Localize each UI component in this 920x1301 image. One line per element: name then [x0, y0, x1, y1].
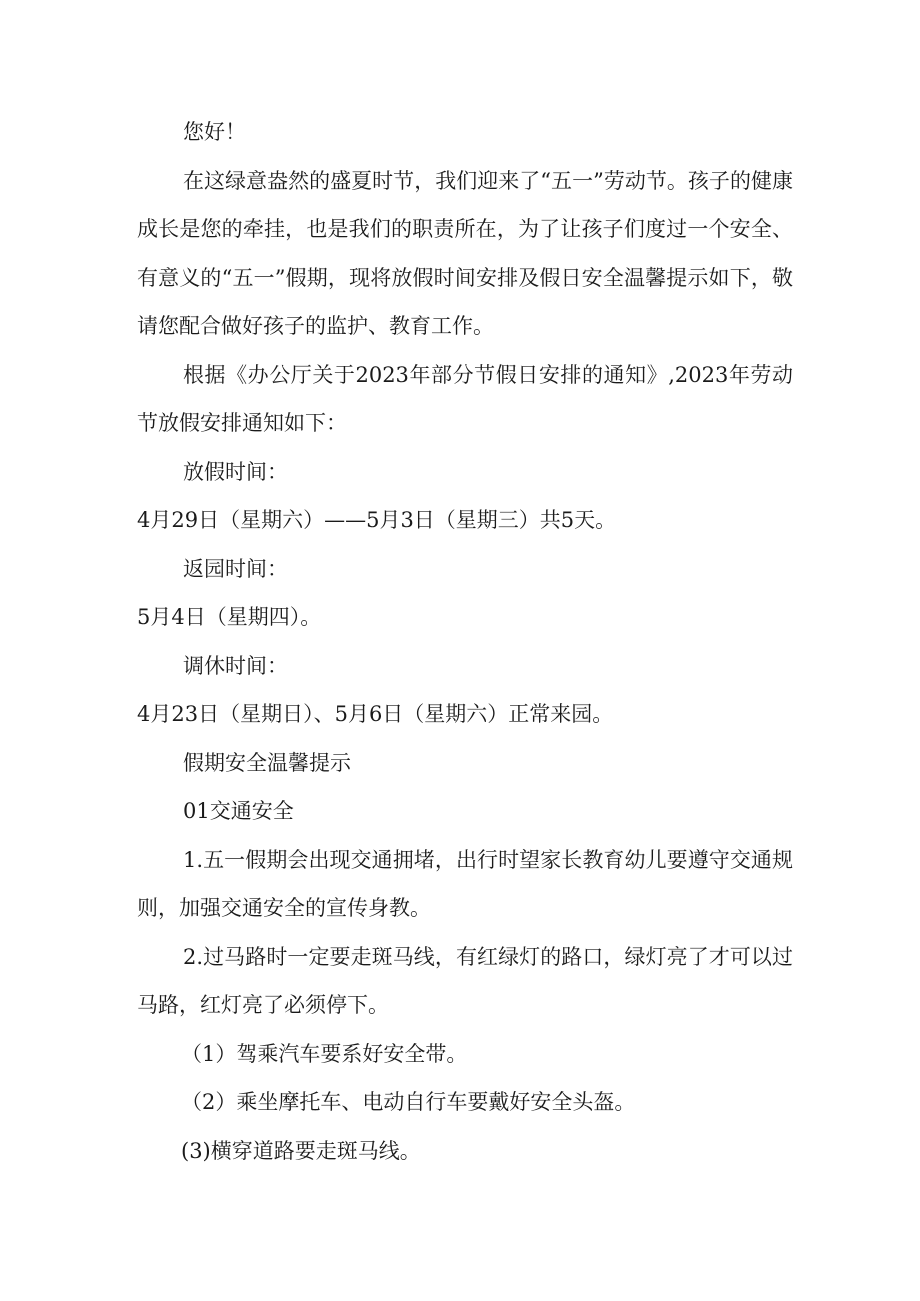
document-body: [137, 108, 793, 1175]
makeup-time-value: 4月23日（星期日）、5月6日（星期六）正常来园。: [137, 702, 614, 726]
traffic-subtip-3: (3)横穿道路要走斑马线。: [181, 1138, 421, 1163]
holiday-time-heading: 放假时间：: [183, 459, 288, 484]
return-time-value: 5月4日（星期四）。: [137, 605, 322, 629]
safety-tips-heading: 假期安全温馨提示: [183, 750, 351, 775]
return-time-heading: 返园时间：: [183, 556, 288, 581]
traffic-tip-2: 2.过马路时一定要走斑马线，有红绿灯的路口，绿灯亮了才可以过马路，红灯亮了必须停下。: [137, 944, 793, 1017]
notice-basis-paragraph: 根据《办公厅关于2023年部分节假日安排的通知》,2023年劳动节放假安排通知如下：: [137, 362, 793, 435]
greeting: 您好！: [183, 120, 246, 144]
traffic-safety-heading: 01交通安全: [183, 799, 294, 823]
makeup-time-heading: 调休时间：: [183, 653, 288, 678]
holiday-time-value: 4月29日（星期六）——5月3日（星期三）共5天。: [137, 508, 617, 532]
traffic-subtip-1: （1）驾乘汽车要系好安全带。: [181, 1041, 468, 1066]
traffic-subtip-2: （2）乘坐摩托车、电动自行车要戴好安全头盔。: [181, 1090, 636, 1114]
traffic-tip-1: 1.五一假期会出现交通拥堵，出行时望家长教育幼儿要遵守交通规则，加强交通安全的宣传身教。: [137, 847, 793, 920]
intro-paragraph: 在这绿意盎然的盛夏时节，我们迎来了“五一”劳动节。孩子的健康成长是您的牵挂，也是我们的职责所在，为了让孩子们度过一个安全、有意义的“五一”假期，现将放假时间安排及假日安全温馨提示如下，敬请您配合做好孩子的监护、教育工作。: [137, 168, 793, 338]
